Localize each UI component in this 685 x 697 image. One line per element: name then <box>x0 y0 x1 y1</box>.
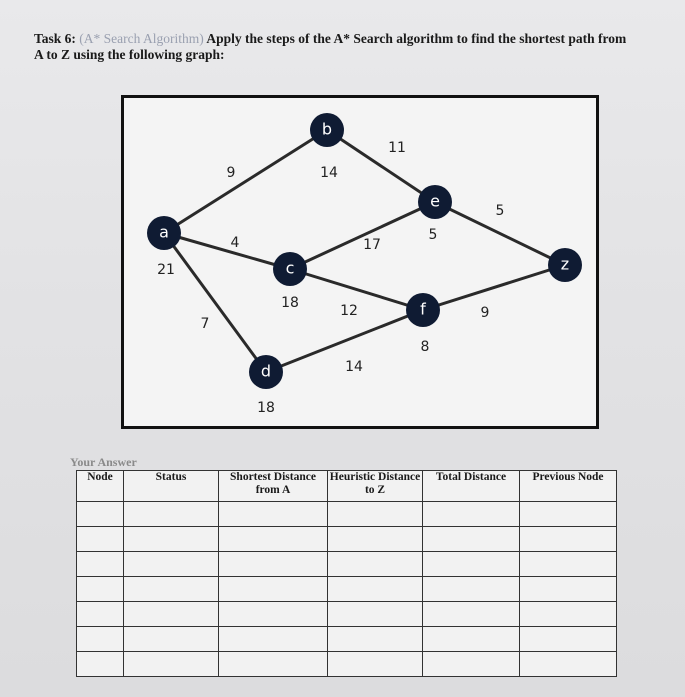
table-cell[interactable] <box>423 602 520 627</box>
table-row <box>77 577 617 602</box>
table-cell[interactable] <box>328 627 423 652</box>
table-cell[interactable] <box>328 602 423 627</box>
table-cell[interactable] <box>520 577 617 602</box>
node-label-b: b <box>321 119 333 139</box>
graph-canvas <box>124 98 596 426</box>
table-cell[interactable] <box>219 627 328 652</box>
table-cell[interactable] <box>77 577 124 602</box>
table-cell[interactable] <box>219 527 328 552</box>
table-row <box>77 602 617 627</box>
node-label-c: c <box>285 258 295 278</box>
node-label-d: d <box>260 361 272 381</box>
table-cell[interactable] <box>124 552 219 577</box>
table-cell[interactable] <box>219 502 328 527</box>
table-cell[interactable] <box>77 652 124 677</box>
table-cell[interactable] <box>77 552 124 577</box>
table-cell[interactable] <box>124 577 219 602</box>
edge-weight-c-e: 17 <box>363 237 381 253</box>
answer-table-header <box>77 471 617 502</box>
table-row <box>77 502 617 527</box>
column-header: Heuristic Distance to Z <box>328 471 423 502</box>
edge-weight-c-f: 12 <box>340 303 358 319</box>
table-cell[interactable] <box>124 627 219 652</box>
heuristic-c: 18 <box>281 295 299 311</box>
table-cell[interactable] <box>219 652 328 677</box>
table-cell[interactable] <box>124 602 219 627</box>
heuristic-a: 21 <box>157 262 175 278</box>
heuristic-e: 5 <box>428 227 438 243</box>
task-heading <box>34 30 626 47</box>
table-cell[interactable] <box>219 602 328 627</box>
node-label-f: f <box>420 299 426 319</box>
table-row <box>77 627 617 652</box>
table-cell[interactable] <box>124 502 219 527</box>
table-row <box>77 652 617 677</box>
table-cell[interactable] <box>423 502 520 527</box>
table-cell[interactable] <box>328 552 423 577</box>
column-header: Status <box>124 471 219 502</box>
edge-weight-e-z: 5 <box>495 203 505 219</box>
table-cell[interactable] <box>423 627 520 652</box>
column-header: Node <box>77 471 124 502</box>
column-header: Previous Node <box>520 471 617 502</box>
table-cell[interactable] <box>520 652 617 677</box>
graph-diagram <box>121 95 599 429</box>
task-prefix: Task 6: <box>34 31 76 46</box>
task-instruction-line2: A to Z using the following graph: <box>34 47 225 62</box>
edge-weight-a-b: 9 <box>226 165 236 181</box>
table-cell[interactable] <box>520 527 617 552</box>
table-cell[interactable] <box>423 552 520 577</box>
node-label-z: z <box>560 254 570 274</box>
table-cell[interactable] <box>423 652 520 677</box>
table-cell[interactable] <box>219 552 328 577</box>
answer-table <box>76 470 617 677</box>
table-cell[interactable] <box>77 502 124 527</box>
table-cell[interactable] <box>520 552 617 577</box>
heuristic-f: 8 <box>420 339 430 355</box>
table-cell[interactable] <box>124 652 219 677</box>
table-cell[interactable] <box>520 627 617 652</box>
edge-a-b <box>164 130 327 233</box>
heuristic-b: 14 <box>320 165 338 181</box>
edge-weight-b-e: 11 <box>388 140 406 156</box>
table-row <box>77 527 617 552</box>
table-cell[interactable] <box>124 527 219 552</box>
table-row <box>77 552 617 577</box>
column-header: Total Distance <box>423 471 520 502</box>
task-instruction-line1: Apply the steps of the A* Search algorithm to find the shortest path from <box>206 31 627 46</box>
answer-label: Your Answer <box>70 455 137 469</box>
node-label-a: a <box>159 222 169 242</box>
column-header: Shortest Distance from A <box>219 471 328 502</box>
table-cell[interactable] <box>520 502 617 527</box>
edge-a-c <box>164 233 290 269</box>
table-cell[interactable] <box>423 577 520 602</box>
edge-a-d <box>164 233 266 372</box>
edge-weight-d-f: 14 <box>345 359 363 375</box>
answer-table-body <box>77 502 617 677</box>
table-cell[interactable] <box>328 577 423 602</box>
table-cell[interactable] <box>77 627 124 652</box>
table-cell[interactable] <box>328 502 423 527</box>
heuristic-d: 18 <box>257 400 275 416</box>
edge-b-e <box>327 130 435 202</box>
table-cell[interactable] <box>520 602 617 627</box>
task-tag: (A* Search Algorithm) <box>79 31 204 46</box>
table-cell[interactable] <box>423 527 520 552</box>
table-cell[interactable] <box>219 577 328 602</box>
edge-weight-a-c: 4 <box>230 235 240 251</box>
table-cell[interactable] <box>328 652 423 677</box>
table-cell[interactable] <box>77 602 124 627</box>
edge-c-e <box>290 202 435 269</box>
table-cell[interactable] <box>77 527 124 552</box>
edge-weight-f-z: 9 <box>480 305 490 321</box>
edge-f-z <box>423 265 565 310</box>
edge-weight-a-d: 7 <box>200 316 210 332</box>
node-label-e: e <box>430 191 440 211</box>
table-cell[interactable] <box>328 527 423 552</box>
